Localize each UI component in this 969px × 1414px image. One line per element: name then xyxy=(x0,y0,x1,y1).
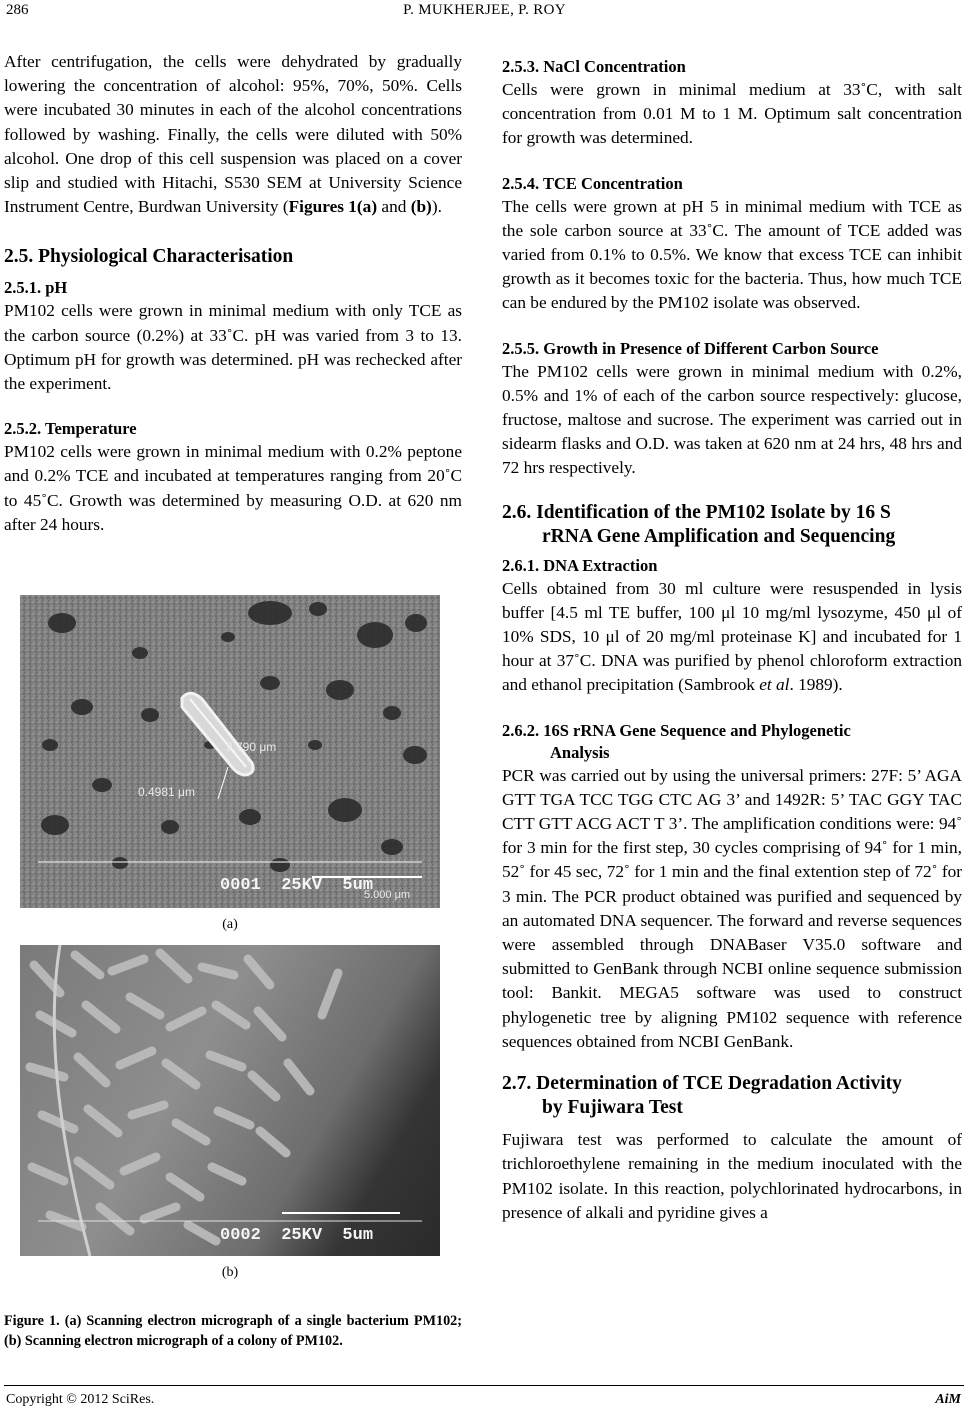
paragraph-dna-extraction xyxy=(502,577,962,698)
paragraph-pcr: PCR was carried out by using the universal primers: 27F: 5’ AGA GTT TGA TCC TGG CTC AG 3’ and 1492R: 5’ TAC GGY TAC CTT GTT ACG ACT T 3’. The amplification conditions were: 94˚ for 3 min for the first step, 30 cycles comprising of 94˚ for 1 min, 52˚ for 45 sec, 72˚ for 1 min and the final extention step of 72˚ for 3 min. The PCR product obtained was purified and sequenced by an automated DNA sequencer. The forward and reverse sequences were assembled through DNABaser V35.0 software and submitted to GenBank through NCBI online sequence submission tool: Bankit. MEGA5 software was used to construct phylogenetic tree by aligning PM102 sequence with reference sequences obtained from NCBI GenBank. xyxy=(502,765,962,1051)
paragraph-text: Cells obtained from 30 ml culture were resuspended in lysis buffer [4.5 ml TE buffer, 100 μl 10 mg/ml lysozyme, 450 μl of 10% SDS, 10 μl of 20 mg/ml proteinase K] and incubated for 1 hour at 37˚C. DNA was purified by phenol chloroform extraction and ethanol precipitation (Sambrook xyxy=(502,578,962,695)
subfigure-label-a: (a) xyxy=(222,917,238,932)
heading-ph: 2.5.1. pH xyxy=(4,278,68,298)
paragraph-carbon-source: The PM102 cells were grown in minimal medium with 0.2%, 0.5% and 1% of each of the carbon source respectively: glucose, fructose, maltose and sucrose. The experiment was carried out in sidearm flasks and O.D. was taken at 620 nm at 24 hrs, 48 hrs and 72 hrs respectively. xyxy=(502,361,962,478)
sem-info-bar-b: 0002 25KV 5um xyxy=(220,1226,374,1245)
measurement-label-length: 2.790 μm xyxy=(226,740,277,754)
heading-tce-degradation-l2: by Fujiwara Test xyxy=(542,1097,683,1119)
paragraph-nacl: Cells were grown in minimal medium at 33˚C, with salt concentration from 0.01 M to 1 M. Optimum salt concentration for growth was determined. xyxy=(502,80,962,148)
page-number: 286 xyxy=(6,2,29,18)
figure-ref-a: Figures 1(a) xyxy=(288,197,378,217)
copyright-notice: Copyright © 2012 SciRes. xyxy=(6,1392,155,1407)
paragraph-text: . 1989). xyxy=(789,675,843,695)
heading-temperature: 2.5.2. Temperature xyxy=(4,419,137,439)
left-column xyxy=(4,50,462,537)
paragraph-temperature: PM102 cells were grown in minimal medium with 0.2% peptone and 0.2% TCE and incubated at temperatures ranging from 20˚C to 45˚C. Growth was determined by measuring O.D. at 620 nm after 24 hours. xyxy=(4,442,462,534)
measurement-label-width: 0.4981 μm xyxy=(138,785,195,799)
sem-micrograph-single-bacterium xyxy=(20,595,440,908)
journal-abbrev: AiM xyxy=(935,1392,961,1407)
sem-micrograph-colony xyxy=(20,945,440,1256)
subfigure-label-b: (b) xyxy=(221,1265,239,1280)
figure-1-caption: Figure 1. (a) Scanning electron micrograph of a single bacterium PM102; (b) Scanning electron micrograph of a colony of PM102. xyxy=(4,1313,462,1349)
page-footer xyxy=(0,1388,969,1412)
paragraph-text: and xyxy=(377,197,411,217)
paragraph-fujiwara: Fujiwara test was performed to calculate the amount of trichloroethylene remaining in the medium inoculated with the PM102 isolate. In this reaction, polychlorinated hydrocarbons, in presence of alkali and pyridine gives a xyxy=(502,1130,962,1222)
heading-identification-l2: rRNA Gene Amplification and Sequencing xyxy=(542,525,896,547)
paragraph-dehydration xyxy=(4,50,462,219)
figure-ref-b: (b) xyxy=(410,197,432,217)
heading-dna-extraction: 2.6.1. DNA Extraction xyxy=(502,555,658,575)
paragraph-tce: The cells were grown at pH 5 in minimal medium with TCE as the sole carbon source at 33˚C. The amount of TCE added was varied from 0.1% to 0.5%. We know that excess TCE can inhibit growth as it becomes toxic for the bacteria. Thus, how much TCE can be endured by the PM102 isolate was observed. xyxy=(502,196,962,313)
right-column xyxy=(502,50,962,1225)
micrograph-b-image xyxy=(20,945,440,1256)
running-authors: P. MUKHERJEE, P. ROY xyxy=(403,2,566,18)
paragraph-ph: PM102 cells were grown in minimal medium with only TCE as the carbon source (0.2%) at 33˚C. pH was varied from 3 to 13. Optimum pH for growth was determined. pH was rechecked after the experiment. xyxy=(4,301,462,394)
figure-1a xyxy=(20,595,440,933)
figure-1b xyxy=(20,945,440,1281)
et-al-italic: et al xyxy=(759,675,790,695)
heading-16s-rrna-l1: 2.6.2. 16S rRNA Gene Sequence and Phylogenetic xyxy=(502,720,851,740)
footer-divider xyxy=(4,1385,964,1386)
scale-value-a: 5.000 μm xyxy=(364,889,411,901)
heading-tce-degradation-l1: 2.7. Determination of TCE Degradation Activity xyxy=(502,1073,902,1095)
paragraph-text: ). xyxy=(431,197,442,217)
heading-tce-concentration: 2.5.4. TCE Concentration xyxy=(502,173,683,193)
heading-identification-l1: 2.6. Identification of the PM102 Isolate by 16 S xyxy=(502,501,891,523)
sem-info-bar-a: 0001 25KV 5um xyxy=(220,876,374,895)
heading-16s-rrna-l2: Analysis xyxy=(550,742,610,762)
heading-physiological-characterisation: 2.5. Physiological Characterisation xyxy=(4,246,294,268)
heading-nacl-concentration: 2.5.3. NaCl Concentration xyxy=(502,57,686,76)
page-header xyxy=(0,0,969,30)
heading-carbon-source: 2.5.5. Growth in Presence of Different Carbon Source xyxy=(502,338,879,358)
paragraph-text: After centrifugation, the cells were dehydrated by gradually lowering the concentration of alcohol: 95%, 70%, 50%. Cells were incubated 30 minutes in each of the alcohol concentrations followed by washing. Finally, the cells were diluted with 50% alcohol. One drop of this cell suspension was placed on a cover slip and studied with Hitachi, S530 SEM at University Science Instrument Centre, Burdwan University ( xyxy=(4,52,462,217)
